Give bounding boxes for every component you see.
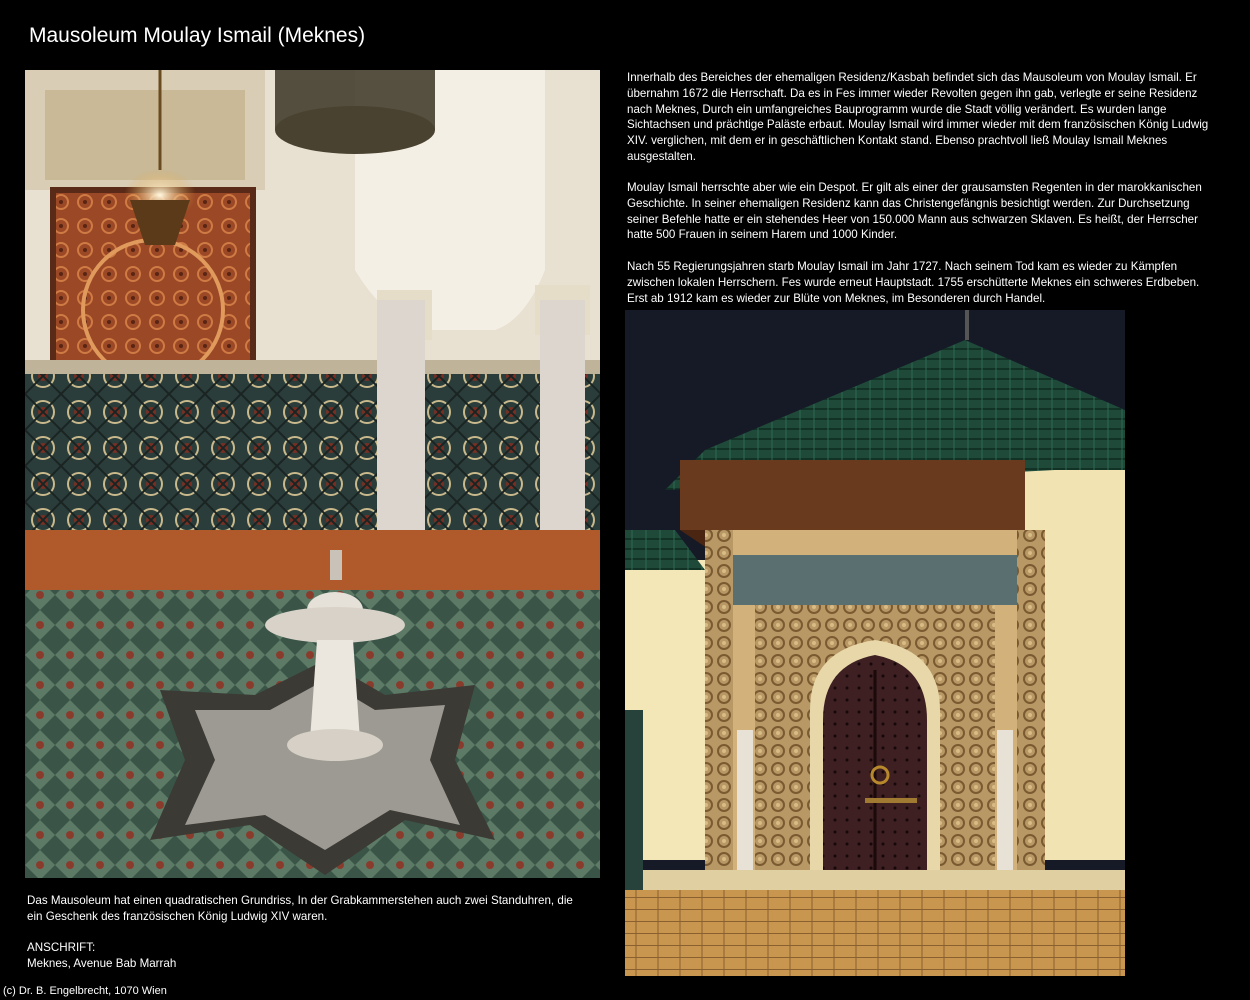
description-paragraph-1: Innerhalb des Bereiches der ehemaligen Residenz/Kasbah befindet sich das Mausoleum von Moulay Ismail. Er übernahm 1672 die Herrschaft. Da es in Fes immer wieder Revolten gegen ihn gab, verlegte er seine Residenz nach Meknes, Durch ein umfangreiches Bauprogramm wurde die Stadt völlig verändert. Es wurden lange Sichtachsen und prächtige Paläste erbaut. Moulay Ismail wird immer wieder mit dem französischen König Ludwig XIV. verglichen, mit dem er in geschäftlichen Kontakt stand. Ebenso prachtvoll ließ Moulay Ismail Meknes ausgestalten. (627, 71, 1209, 163)
address-label: ANSCHRIFT: (27, 941, 96, 954)
address-value: Meknes, Avenue Bab Marrah (27, 957, 177, 970)
mausoleum-interior-photo (25, 70, 600, 878)
photo-caption: Das Mausoleum hat einen quadratischen Grundriss, In der Grabkammerstehen auch zwei Standuhren, die ein Geschenk des französischen König Ludwig XIV waren. (27, 894, 573, 923)
copyright-notice: (c) Dr. B. Engelbrecht, 1070 Wien (3, 985, 167, 997)
description-paragraph-3: Nach 55 Regierungsjahren starb Moulay Ismail im Jahr 1727. Nach seinem Tod kam es wieder zu Kämpfen zwischen lokalen Herrschern. Fes wurde erneut Hauptstadt. 1755 erschütterte Meknes ein schweres Erdbeben. Erst ab 1912 kam es wieder zur Blüte von Meknes, im Besonderen durch Handel. (627, 260, 1200, 305)
mausoleum-gate-photo (625, 310, 1125, 976)
description-paragraph-2: Moulay Ismail herrschte aber wie ein Despot. Er gilt als einer der grausamsten Regenten in der marokkanischen Geschichte. In seiner ehemaligen Residenz kann das Christengefängnis besichtigt werden. Zur Durchsetzung seiner Befehle hatte er ein stehendes Heer von 150.000 Mann aus schwarzen Sklaven. Es heißt, der Herrscher hatte 500 Frauen in seinem Harem und 1000 Kinder. (627, 181, 1202, 242)
page-title: Mausoleum Moulay Ismail (Meknes) (29, 24, 366, 47)
